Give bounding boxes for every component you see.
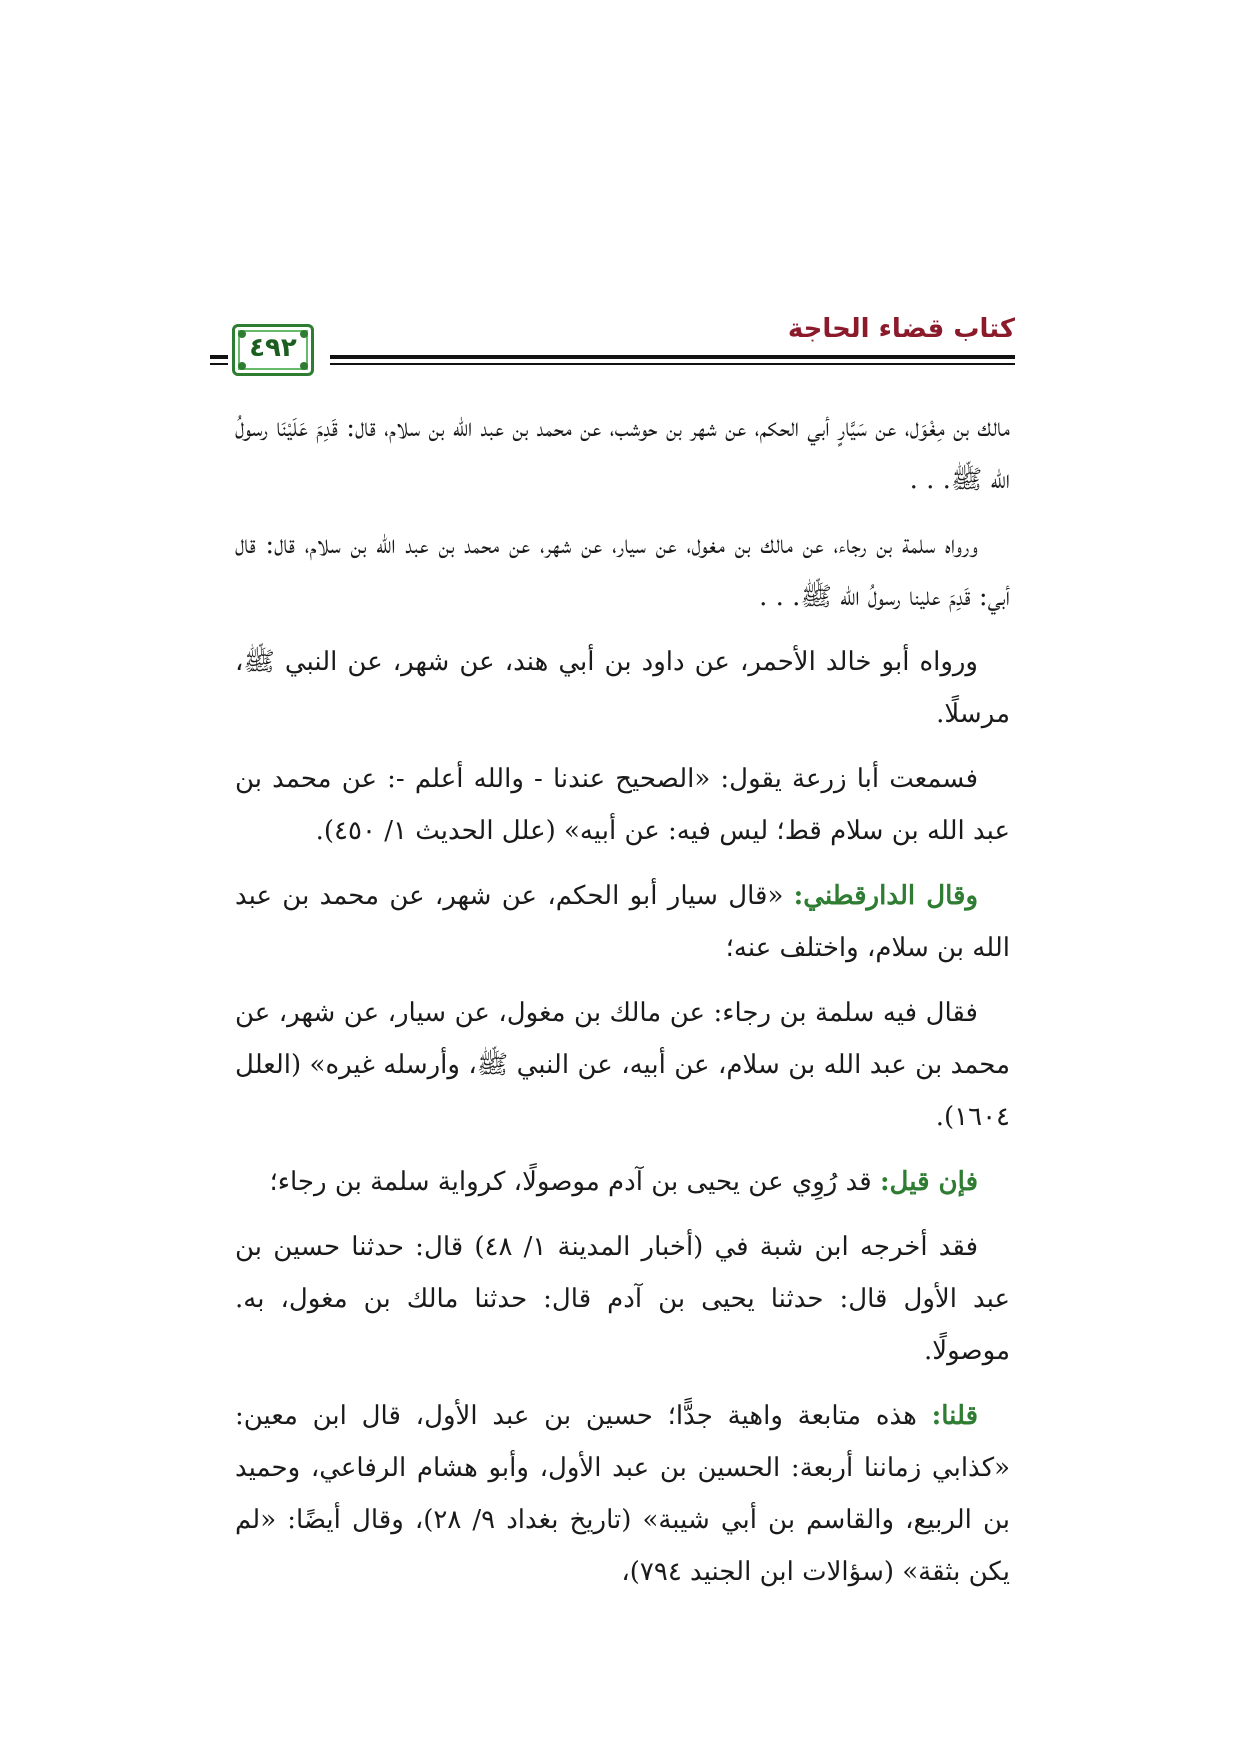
paragraph-text: ورواه سلمة بن رجاء، عن مالك بن مغول، عن سيار، عن شهر، عن محمد بن عبد الله بن سلام، قال: قال أبي: قَدِمَ علينا رسولُ الله ﷺ. . . — [235, 530, 1010, 612]
book-title: كتاب قضاء الحاجة — [787, 314, 1015, 344]
paragraph-text: فقد أخرجه ابن شبة في (أخبار المدينة ١/ ٤٨) قال: حدثنا حسين بن عبد الأول قال: حدثنا يحيى بن آدم قال: حدثنا مالك بن مغول، به. موصولًا. — [235, 1232, 1010, 1366]
paragraph-text: ورواه أبو خالد الأحمر، عن داود بن أبي هند، عن شهر، عن النبي ﷺ، مرسلًا. — [235, 647, 1010, 729]
paragraph-lead: وقال الدارقطني: — [793, 881, 978, 911]
paragraph-lead: قلنا: — [931, 1401, 978, 1431]
badge-ornament — [300, 362, 308, 370]
header-rule — [330, 355, 1015, 359]
header-rule-left-thin — [210, 363, 228, 365]
paragraph-text: مالك بن مِغْوَل، عن سَيَّارٍ أبي الحكم، عن شهر بن حوشب، عن محمد بن عبد الله بن سلام، قال: قَدِمَ عَلَيْنَا رسولُ الله ﷺ. . . — [235, 413, 1010, 495]
paragraph — [235, 987, 1010, 1143]
page-number-badge — [232, 324, 314, 376]
paragraph — [235, 1221, 1010, 1377]
page-number: ٤٩٢ — [249, 333, 297, 363]
paragraph — [235, 402, 1010, 506]
paragraph — [235, 753, 1010, 857]
paragraph-text: هذه متابعة واهية جدًّا؛ حسين بن عبد الأول، قال ابن معين: «كذابي زماننا أربعة: الحسين بن عبد الأول، وأبو هشام الرفاعي، وحميد بن الربيع، والقاسم بن أبي شيبة» (تاريخ بغداد ٩/ ٢٨)، وقال أيضًا: «لم يكن بثقة» (سؤالات ابن الجنيد ٧٩٤)، — [235, 1401, 1010, 1587]
paragraph — [235, 1390, 1010, 1598]
paragraph-lead: فإن قيل: — [879, 1167, 978, 1197]
paragraph — [235, 1156, 1010, 1208]
paragraph-text: قد رُوِي عن يحيى بن آدم موصولًا، كرواية سلمة بن رجاء؛ — [269, 1167, 880, 1197]
header-rule-thin — [330, 363, 1015, 365]
badge-ornament — [238, 362, 246, 370]
paragraph-text: فسمعت أبا زرعة يقول: «الصحيح عندنا - والله أعلم -: عن محمد بن عبد الله بن سلام قط؛ ليس فيه: عن أبيه» (علل الحديث ١/ ٤٥٠). — [235, 764, 1010, 846]
paragraph-text: «قال سيار أبو الحكم، عن شهر، عن محمد بن عبد الله بن سلام، واختلف عنه؛ — [235, 881, 1010, 963]
page-header — [230, 314, 1015, 386]
header-rule-left — [210, 355, 228, 359]
paragraph — [235, 519, 1010, 623]
paragraph-text: فقال فيه سلمة بن رجاء: عن مالك بن مغول، عن سيار، عن شهر، عن محمد بن عبد الله بن سلام، عن أبيه، عن النبي ﷺ، وأرسله غيره» (العلل ١٦٠٤). — [235, 998, 1010, 1132]
paragraph — [235, 636, 1010, 740]
page-body — [235, 402, 1010, 1611]
paragraph — [235, 870, 1010, 974]
